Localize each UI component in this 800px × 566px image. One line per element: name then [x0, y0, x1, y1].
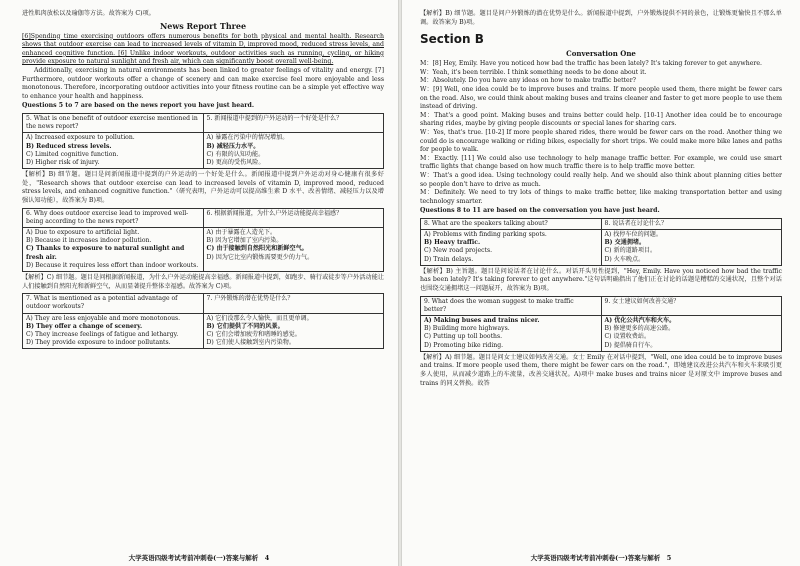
q9-option-d-zh: D) 提倡骑自行车。	[604, 341, 657, 349]
section-heading: Section B	[420, 32, 484, 47]
q6-option-c-zh: C) 由于接触到自然阳光和新鲜空气。	[206, 245, 308, 253]
q9-option-c-zh: C) 设置收费站。	[604, 333, 651, 341]
q9-stem-en: 9. What does the woman suggest to make traffic better?	[421, 296, 602, 315]
q8-option-b: B) Heavy traffic.	[424, 239, 481, 247]
q7-option-d-zh: D) 它们使人接触到室内污染物。	[206, 339, 295, 347]
answer-9-explanation: 【解析】A) 细节题。题目是问女士建议如何改善交通。女士 Emily 在对话中提到，"Well, one idea could be to improve buses and trains. If more people used them, there might be fewer cars on the road."，即她建议改进公共汽车和火车来吸引更多人使用，从而减少道路上的车流量，改善交通状况。A)项中 make buses and trains nicer 是对原文中 improve buses and trains 的同义替换。故答	[420, 353, 782, 387]
report-paragraph-2: Additionally, exercising in natural environments has been linked to greater feelings of vitality and energy. [7] Furthermore, outdoor workouts offer a change of scenery and can make exercise feel more enjoyable and less monotonous. Therefore, incorporating outdoor activities into your fitness routine can be a simple yet effective way to enhance your health and happiness.	[22, 66, 384, 100]
answer-5-explanation: 【解析】B) 细节题。题目是问新闻报道中提到的户外运动的一个好处是什么。新闻报道中提到户外运动对身心健康有很多好处，"Research shows that outdoor exercise can lead to increased levels of vitamin D, improved mood, reduced stress levels, and enhanced cognitive function."（研究表明，户外运动可以提高维生素 D 水平、改善情绪、减轻压力以及增强认知功能），故答案为 B)项。	[22, 171, 384, 204]
q5-option-d-zh: D) 更高的受伤风险。	[206, 158, 265, 166]
q6-option-a: A) Due to exposure to artificial light.	[26, 228, 140, 236]
left-footer: 大学英语四级考试考前冲刺卷(一)答案与解析 4	[128, 554, 270, 562]
q8-option-a-zh: A) 找停车位的问题。	[604, 231, 662, 239]
conversation-line: W：Yes, that's true. [10-2] If more people shared rides, there would be fewer cars on the road. Another thing we could do is encourage walking or riding bikes, especially for short trips. We could make more bike lanes and paths for people to walk.	[420, 128, 782, 154]
q7-options-en	[23, 313, 204, 349]
q5-stem-en: 5. What is one benefit of outdoor exercise mentioned in the news report?	[23, 113, 204, 132]
q5-options-zh	[203, 133, 384, 169]
conversation-line: M：That's a good point. Making buses and trains better could help. [10-1] Another idea could be to encourage sharing rides, maybe by giving people discounts or special lanes for sharing cars.	[420, 111, 782, 128]
q6-option-b: B) Because it increases indoor pollution.	[26, 237, 152, 245]
conversation-line: M：Absolutely. Do you have any ideas on how to make traffic better?	[420, 77, 636, 85]
q6-options-en	[23, 227, 204, 271]
q7-option-a: A) They are less enjoyable and more monotonous.	[26, 314, 181, 322]
q8-option-b-zh: B) 交通拥堵。	[604, 239, 646, 247]
conversation-line: W：[9] Well, one idea could be to improve buses and trains. If more people used them, there might be fewer cars on the road. Also, we could think about making buses and trains cleaner and faster to get more people to use them instead of driving.	[420, 85, 782, 111]
left-page	[0, 0, 398, 566]
q9-option-c: C) Putting up toll booths.	[424, 333, 503, 341]
conversation-line: M：Definitely. We need to try lots of things to make traffic better, like making transportation better and using technology smarter.	[420, 189, 782, 205]
q7-stem-en: 7. What is mentioned as a potential advantage of outdoor workouts?	[23, 294, 204, 313]
q8-option-a: A) Problems with finding parking spots.	[424, 231, 547, 239]
report-paragraph-1: [6]Spending time exercising outdoors offers numerous benefits for both physical and mental health. Research shows that outdoor exercise can lead to increased levels of vitamin D, improved mood, reduced stress levels, and enhanced cognitive function. [6] Unlike indoor workouts, outdoor activities such as running, cycling, or hiking provide exposure to natural sunlight and fresh air, which can significantly boost overall well-being.	[22, 32, 384, 66]
q8-stem-en: 8. What are the speakers talking about?	[421, 218, 602, 229]
q7-stem-zh: 7. 户外锻炼的潜在优势是什么？	[203, 294, 384, 313]
conversation-line: W：That's a good idea. Using technology could really help. And we should also think about planning cities better so people don't have to drive as much.	[420, 171, 782, 188]
q8-options-zh	[601, 230, 782, 266]
question-5-table	[22, 113, 384, 169]
conversation-title: Conversation One	[566, 49, 636, 59]
q5-stem-zh: 5. 新闻报道中提到的户外运动的一个好处是什么？	[203, 113, 384, 132]
question-8-table	[420, 218, 782, 266]
report-title: News Report Three	[159, 20, 247, 31]
q9-option-b-zh: B) 修建更多的高速公路。	[604, 325, 675, 333]
q6-option-c: C) Thanks to exposure to natural sunlight and fresh air.	[26, 245, 185, 261]
q9-stem-zh: 9. 女士建议如何改善交通？	[601, 296, 782, 315]
conversation-line: M：Exactly. [11] We could also use technology to help manage traffic better. For example, we could use smart traffic lights that change based on how much traffic there is to help traffic move better.	[420, 154, 782, 171]
q5-option-c: C) Limited cognitive function.	[26, 150, 119, 158]
q9-options-zh	[601, 316, 782, 352]
q8-options-en	[421, 230, 602, 266]
q7-option-c: C) They increase feelings of fatigue and lethargy.	[26, 330, 179, 338]
q6-options-zh	[203, 227, 384, 271]
q6-option-d: D) Because it requires less effort than indoor workouts.	[26, 261, 199, 269]
right-footer: 大学英语四级考试考前冲刺卷(一)答案与解析 5	[530, 554, 672, 562]
answer-8-explanation: 【解析】B) 主旨题。题目是问说话者在讨论什么。对话开头男性提到，"Hey, Emily. Have you noticed how bad the traffic has been lately? It's taking forever to get anywhere."这句话明确指出了他们正在讨论的话题是糟糕的交通状况，且整个对话也围绕交通拥堵这一问题展开，故答案为 B)项。	[420, 267, 782, 293]
question-6-table	[22, 208, 384, 272]
q9-option-b: B) Building more highways.	[424, 325, 510, 333]
question-7-table	[22, 293, 384, 349]
q6-option-d-zh: D) 因为它比室内锻炼需要更少的力气。	[206, 253, 314, 261]
q7-options-zh	[203, 313, 384, 349]
q8-option-d-zh: D) 火车晚点。	[604, 255, 645, 263]
q8-option-c: C) New road projects.	[424, 247, 493, 255]
q5-option-a: A) Increased exposure to pollution.	[26, 134, 135, 142]
q7-option-c-zh: C) 它们会增加疲劳和嗜睡的感觉。	[206, 330, 301, 338]
q5-option-c-zh: C) 有限的认知功能。	[206, 150, 265, 158]
questions-heading-left: Questions 5 to 7 are based on the news report you have just heard.	[22, 102, 254, 110]
question-9-table	[420, 296, 782, 352]
left-top-line: 进性肌肉放松以及瑜伽等方法。故答案为 C)项。	[22, 10, 155, 17]
q8-option-d: D) Train delays.	[424, 255, 474, 263]
q7-option-b-zh: B) 它们提供了不同的风景。	[206, 322, 284, 330]
conversation-line: W：Yeah, it's been terrible. I think something needs to be done about it.	[420, 68, 647, 76]
q5-option-d: D) Higher risk of injury.	[26, 158, 100, 166]
q9-option-a-zh: A) 优化公共汽车和火车。	[604, 317, 676, 325]
q7-option-a-zh: A) 它们没那么令人愉快，而且更单调。	[206, 314, 313, 322]
q7-option-d: D) They provide exposure to indoor pollutants.	[26, 339, 171, 347]
q9-options-en	[421, 316, 602, 352]
q8-option-c-zh: C) 新的道路项目。	[604, 247, 657, 255]
q6-option-a-zh: A) 由于暴露在人造光下。	[206, 228, 277, 236]
q6-stem-zh: 6. 根据新闻报道，为什么户外运动能提高幸福感？	[203, 208, 384, 227]
right-page	[402, 0, 800, 566]
q5-option-b-zh: B) 减轻压力水平。	[206, 142, 260, 150]
q7-option-b: B) They offer a change of scenery.	[26, 322, 143, 330]
q8-stem-zh: 8. 说话者在讨论什么？	[601, 218, 782, 229]
q6-option-b-zh: B) 因为它增加了室内污染。	[206, 237, 283, 245]
q5-options-en	[23, 133, 204, 169]
answer-6-explanation: 【解析】C) 细节题。题目是问根据新闻报道，为什么户外运动能提高幸福感。新闻报道中提到，如跑步、骑行或徒步等户外活动能让人们接触到自然阳光和新鲜空气，从而显著提升整体幸福感。故答案为 C)项。	[22, 273, 384, 290]
q9-option-d: D) Promoting bike riding.	[424, 341, 504, 349]
right-top-paragraph: 【解析】B) 细节题。题目是问户外锻炼的潜在优势是什么。新闻报道中提到，户外锻炼提供不同的景色，让锻炼更愉快且不那么单调。故答案为 B)项。	[420, 10, 782, 26]
q6-stem-en: 6. Why does outdoor exercise lead to improved well-being according to the news report?	[23, 208, 204, 227]
questions-heading-right: Questions 8 to 11 are based on the conversation you have just heard.	[420, 207, 660, 215]
q5-option-a-zh: A) 暴露在污染中的情况增加。	[206, 134, 289, 142]
q5-option-b: B) Reduced stress levels.	[26, 142, 112, 150]
conversation-line: M：[8] Hey, Emily. Have you noticed how bad the traffic has been lately? It's taking forever to get anywhere.	[420, 60, 762, 68]
q9-option-a: A) Making buses and trains nicer.	[424, 317, 540, 325]
